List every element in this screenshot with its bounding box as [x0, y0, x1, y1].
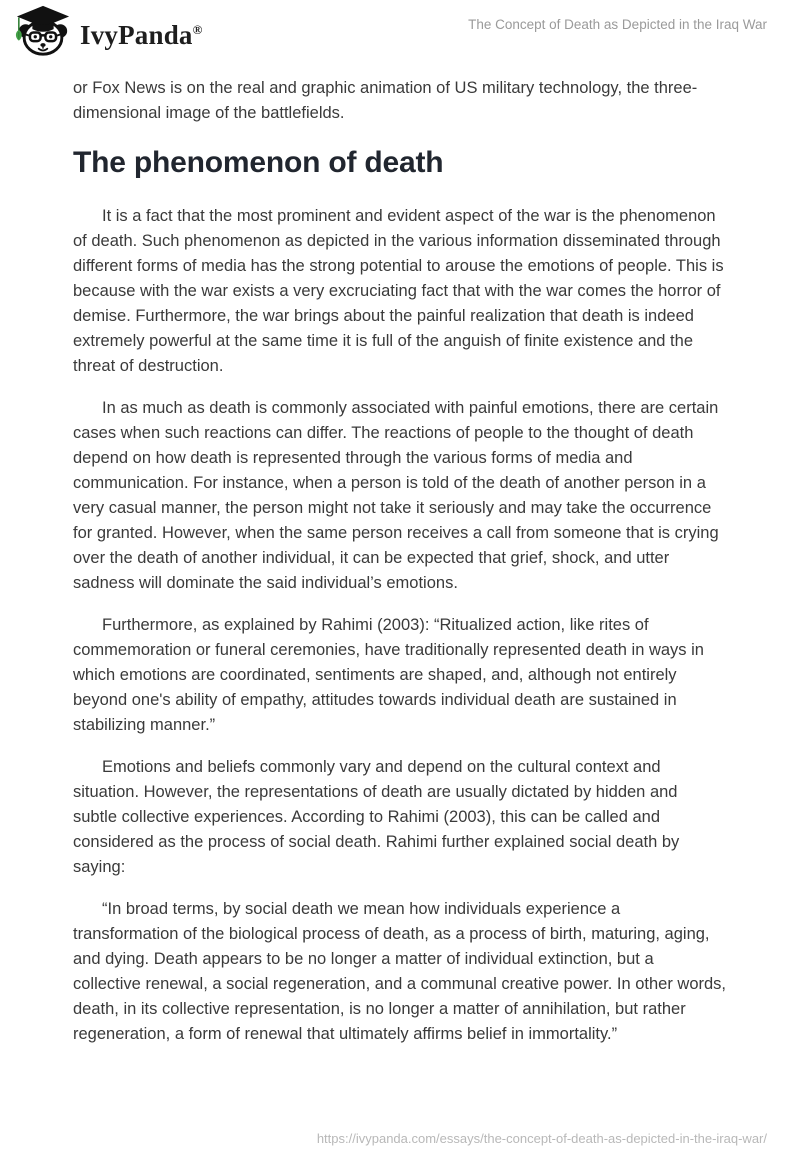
source-url: https://ivypanda.com/essays/the-concept-of-death-as-depicted-in-the-iraq-war/ — [316, 1131, 767, 1146]
page-header — [0, 0, 800, 62]
paragraph: It is a fact that the most prominent and evident aspect of the war is the phenomenon of death. Such phenomenon as depicted in the various information disseminated through different forms of media has the strong potential to arouse the emotions of people. This is because with the war exists a very excruciating fact that with the war comes the horror of demise. Furthermore, the war brings about the painful realization that death is indeed extremely powerful at the same time it is full of the anguish of finite existence and the threat of destruction. — [73, 207, 724, 375]
paragraph: Furthermore, as explained by Rahimi (2003): “Ritualized action, like rites of commemoration or funeral ceremonies, have traditionally represented death in ways in which emotions are coordinated, sentiments are shaped, and, although not entirely beyond one's ability of empathy, attitudes towards individual death are sustained in stabilizing manner.” — [73, 616, 704, 734]
registered-trademark-symbol: ® — [192, 21, 203, 37]
brand-wordmark: IvyPanda® — [80, 19, 203, 50]
paragraph: “In broad terms, by social death we mean how individuals experience a transformation of the biological process of death, as a process of birth, maturing, aging, and dying. Death appears to be no longer a matter of individual extinction, but a collective renewal, a social regeneration, and a communal creative power. In other words, death, in its collective representation, is no longer a matter of annihilation, but rather regeneration, a form of renewal that ultimately affirms belief in immortality.” — [73, 900, 727, 1043]
paragraph-continuation: or Fox News is on the real and graphic animation of US military technology, the three-dimensional image of the battlefields. — [73, 79, 698, 122]
paragraph: In as much as death is commonly associated with painful emotions, there are certain cases when such reactions can differ. The reactions of people to the thought of death depend on how death is represented through the various forms of media and communication. For instance, when a person is told of the death of another person in a very casual manner, the person might not take it seriously and may take the occurrence for granted. However, when the same person receives a call from someone that is crying over the death of another individual, it can be expected that grief, shock, and utter sadness will dominate the said individual’s emotions. — [73, 399, 719, 592]
article-content — [73, 76, 726, 1047]
page-footer — [317, 1131, 767, 1146]
ivypanda-panda-logo-icon — [14, 4, 72, 58]
paragraph: Emotions and beliefs commonly vary and depend on the cultural context and situation. However, the representations of death are usually dictated by hidden and subtle collective experiences. According to Rahimi (2003), this can be called and considered as the process of social death. Rahimi further explained social death by saying: — [73, 758, 680, 876]
section-heading: The phenomenon of death — [73, 146, 444, 179]
header-document-title: The Concept of Death as Depicted in the Iraq War — [468, 17, 767, 32]
brand-logo — [14, 4, 203, 58]
